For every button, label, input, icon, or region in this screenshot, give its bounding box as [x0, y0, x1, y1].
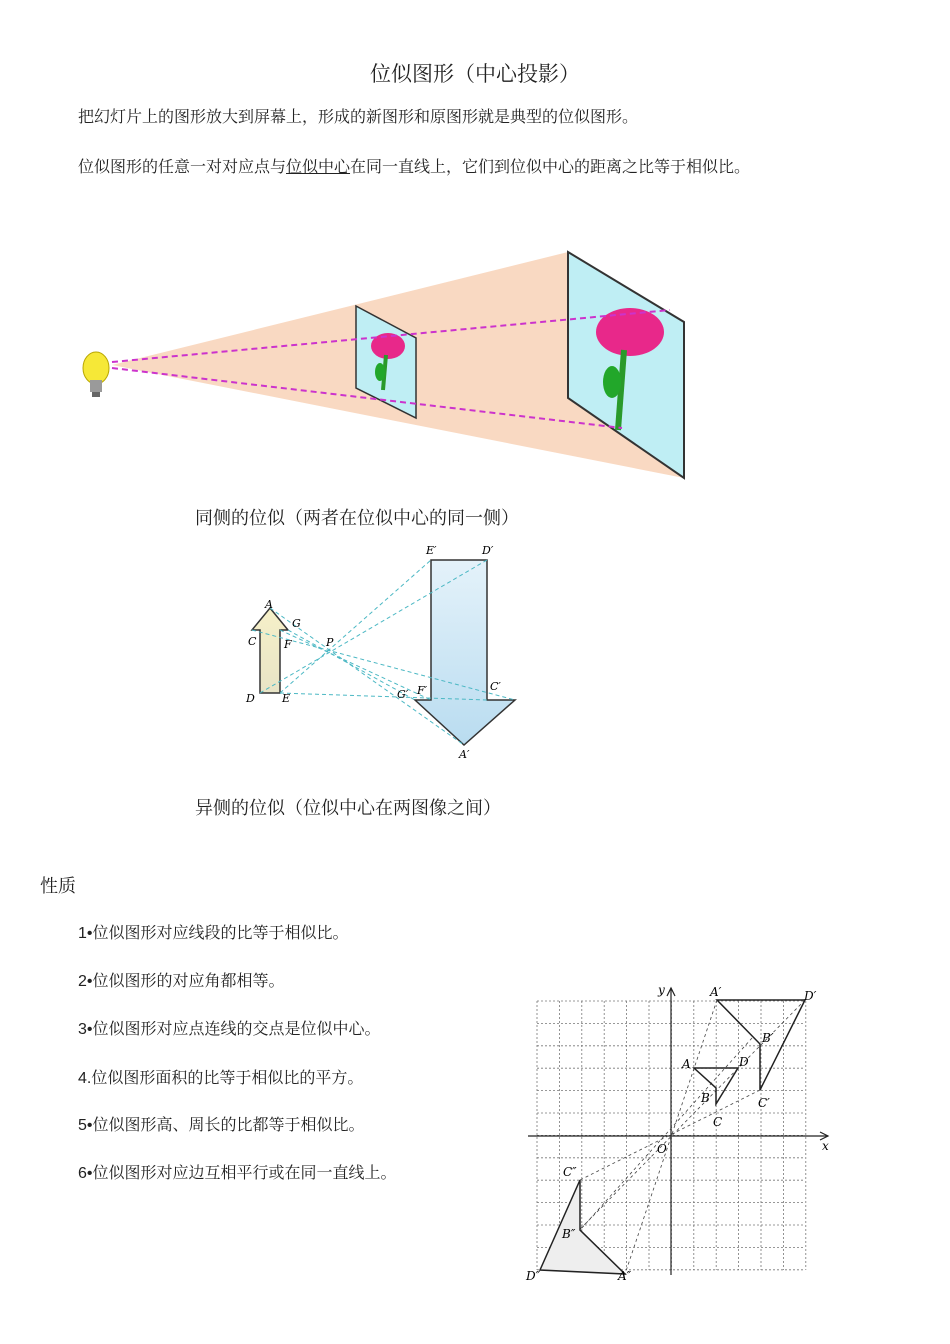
- properties-heading: 性质: [40, 876, 76, 897]
- property-item: 1•位似图形对应线段的比等于相似比。: [78, 923, 349, 942]
- label-B-double-prime: B″: [562, 1227, 576, 1241]
- opposite-side-homothety-figure: [240, 540, 540, 765]
- origin-label: O: [657, 1142, 667, 1156]
- label-F-prime: F′: [417, 684, 428, 697]
- property-item: 6•位似图形对应边互相平行或在同一直线上。: [78, 1163, 397, 1182]
- label-D: D: [739, 1055, 749, 1069]
- intro-paragraph-1: 把幻灯片上的图形放大到屏幕上，形成的新图形和原图形就是典型的位似图形。: [78, 107, 639, 126]
- property-item: 2•位似图形的对应角都相等。: [78, 971, 285, 990]
- label-A-prime: A′: [459, 748, 470, 761]
- label-D-double-prime: D″: [526, 1269, 541, 1283]
- page-title: 位似图形（中心投影）: [370, 62, 580, 86]
- label-P: P: [326, 636, 334, 649]
- label-F: F: [284, 638, 292, 651]
- figure2-caption: 异侧的位似（位似中心在两图像之间）: [195, 798, 501, 819]
- y-axis-label: y: [658, 983, 665, 997]
- small-arrow: [252, 608, 288, 693]
- label-B-prime: B′: [762, 1031, 774, 1045]
- label-G-prime: G′: [397, 688, 409, 701]
- label-C-double-prime: C″: [563, 1165, 577, 1179]
- label-E: E: [282, 692, 291, 705]
- figure1-caption: 同侧的位似（两者在位似中心的同一侧）: [195, 508, 519, 529]
- label-A-prime: A′: [710, 985, 722, 999]
- homothety-center-link[interactable]: 位似中心: [286, 157, 351, 176]
- intro-paragraph-2: [78, 154, 750, 177]
- property-item: 4.位似图形面积的比等于相似比的平方。: [78, 1068, 364, 1087]
- label-E-prime: E′: [426, 544, 437, 557]
- coordinate-grid-figure: [520, 980, 840, 1285]
- light-bulb-icon: [83, 352, 109, 397]
- projection-illustration: [70, 240, 700, 490]
- label-D: D: [246, 692, 255, 705]
- label-D-prime: D′: [804, 989, 817, 1003]
- label-C-prime: C′: [758, 1096, 770, 1110]
- label-C: C: [713, 1115, 723, 1129]
- intro-text-after: 在同一直线上，它们到位似中心的距离之比等于相似比。: [350, 157, 751, 176]
- property-item: 3•位似图形对应点连线的交点是位似中心。: [78, 1019, 381, 1038]
- intro-text-before: 位似图形的任意一对对应点与: [78, 157, 287, 176]
- x-axis-label: x: [822, 1139, 829, 1153]
- label-G: G: [292, 617, 301, 630]
- label-A: A: [682, 1057, 691, 1071]
- large-arrow: [415, 560, 515, 745]
- label-A-double-prime: A″: [618, 1269, 632, 1283]
- property-item: 5•位似图形高、周长的比都等于相似比。: [78, 1115, 365, 1134]
- label-A: A: [265, 598, 273, 611]
- label-C: C: [248, 635, 257, 648]
- label-B: B: [701, 1091, 710, 1105]
- label-D-prime: D′: [482, 544, 494, 557]
- label-C-prime: C′: [490, 680, 501, 693]
